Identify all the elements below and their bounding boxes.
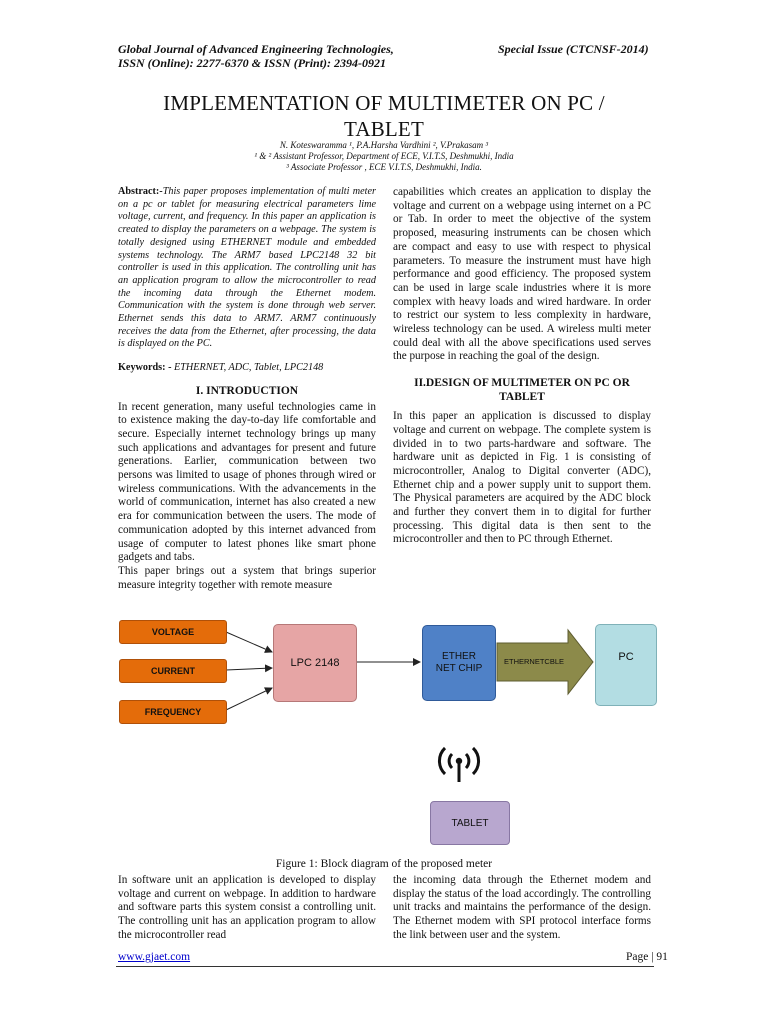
arrow-frequency [226,688,272,710]
pc-block: PC [595,624,657,706]
abstract-text: This paper proposes implementation of multi meter on a pc or tablet for measuring electrical parameters lime voltage, current, and frequency. In this paper an application is created to display the parameters on a webpage. The system is totally designed using ETHERNET module and embedded systems technology. The ARM7 based LPC2148 32 bit controller is used in this application. The controlling unit has an application program to allow the microcontroller to read the incoming data through the Ethernet modem. Communication with the system is done through web server. Ethernet sends this data to ARM7. ARM7 continuously receives the data from the Ethernet, after processing, the data is displayed on the PC. [118,186,376,350]
arrow-voltage [226,632,272,652]
journal-name: Global Journal of Advanced Engineering Technologies, [118,42,394,56]
section-heading-design-line2: TABLET [499,391,545,404]
intro-paragraph-1: In recent generation, many useful technologies came in to existence making the day-to-day life comfortable and secure. Especially internet technology brings up many such applications and advantages for present and future generations. Earlier, communication between two persons was limited to usage of phones through wired or wireless communications. With the advancements in the world of communication, internet has also created a new era for communication between the users. The mode of communication adopted by this internet advanced from usage of computer to latest phones like smart phone gadgets and tabs. [118,400,376,564]
journal-website-link[interactable]: www.gjaet.com [118,951,191,963]
tablet-block: TABLET [430,801,510,845]
keywords-label: Keywords: - [118,362,175,374]
page-number: Page | 91 [626,951,668,963]
right-paragraph-1: capabilities which creates an application to display the voltage and current on a webpage using internet on a PC or Tab. In order to meet the objective of the system proposed, measuring instruments can be chosen which are compact and easy to use with respect to physical parameters. To measure the instrument must have high performance and good efficiency. The proposed system can be used in large scale industries where it is more complex with heavy loads and wired hardware. In order to restrict our system to less complexity in hardware, wireless technology can be used. A wireless multi meter could deal with all the above specifications used serves the purpose in reaching the goal of the design. [393,186,651,363]
ethernet-cable-label: ETHERNETCBLE [503,656,564,666]
figure-caption: Figure 1: Block diagram of the proposed meter [275,858,493,870]
journal-issn: ISSN (Online): 2277-6370 & ISSN (Print): 2394-0921 [118,56,387,70]
frequency-block: FREQUENCY [119,700,227,724]
right-paragraph-2: In this paper an application is discussed to display voltage and current on webpage. The complete system is divided in to two parts-hardware and software. The hardware unit as depicted in Fig. 1 is consisting of microcontroller, Analog to Digital converter (ADC), Ethernet chip and a power supply unit to support them. The Physical parameters are acquired by the ADC block and further they convert them in to digital for further processing. This digital data is then sent to the microcontroller and then to PC through Ethernet. [393,410,651,546]
paper-title-line1: IMPLEMENTATION OF MULTIMETER ON PC / [163,91,605,115]
author-names: N. Koteswaramma ¹, P.A.Harsha Vardhini ², V.Prakasam ³ [279,140,489,150]
bottom-right-paragraph: the incoming data through the Ethernet modem and display the status of the load accordingly. The controlling unit tracks and maintains the performance of the design. The Ethernet modem with SPI protocol interface forms the link between user and the system. [393,874,651,941]
lpc2148-block: LPC 2148 [273,624,357,702]
special-issue: Special Issue (CTCNSF-2014) [498,42,649,56]
abstract-label: Abstract:- [118,186,163,197]
section-heading-introduction: I. INTRODUCTION [195,384,299,397]
footer-divider [116,966,654,967]
intro-paragraph-2: This paper brings out a system that brings superior measure integrity together with remote measure [118,564,376,591]
arrow-current [226,668,272,670]
voltage-block: VOLTAGE [119,620,227,644]
paper-title-line2: TABLET [343,117,424,141]
current-block: CURRENT [119,659,227,683]
ethernet-chip-block: ETHER NET CHIP [422,625,496,701]
keywords-text: ETHERNET, ADC, Tablet, LPC2148 [174,362,324,374]
section-heading-design-line1: II.DESIGN OF MULTIMETER ON PC OR [414,377,630,390]
bottom-left-paragraph: In software unit an application is developed to display voltage and current on webpage. In addition to hardware and software parts this system consist a controlling unit. The controlling unit has an application program to allow the microcontroller read [118,874,376,941]
author-affiliation-2: ³ Associate Professor , ECE V.I.T.S, Deshmukhi, India. [286,162,482,172]
wireless-signal-icon [432,744,486,784]
author-affiliation-1: ¹ & ² Assistant Professor, Department of ECE, V.I.T.S, Deshmukhi, India [254,151,514,161]
